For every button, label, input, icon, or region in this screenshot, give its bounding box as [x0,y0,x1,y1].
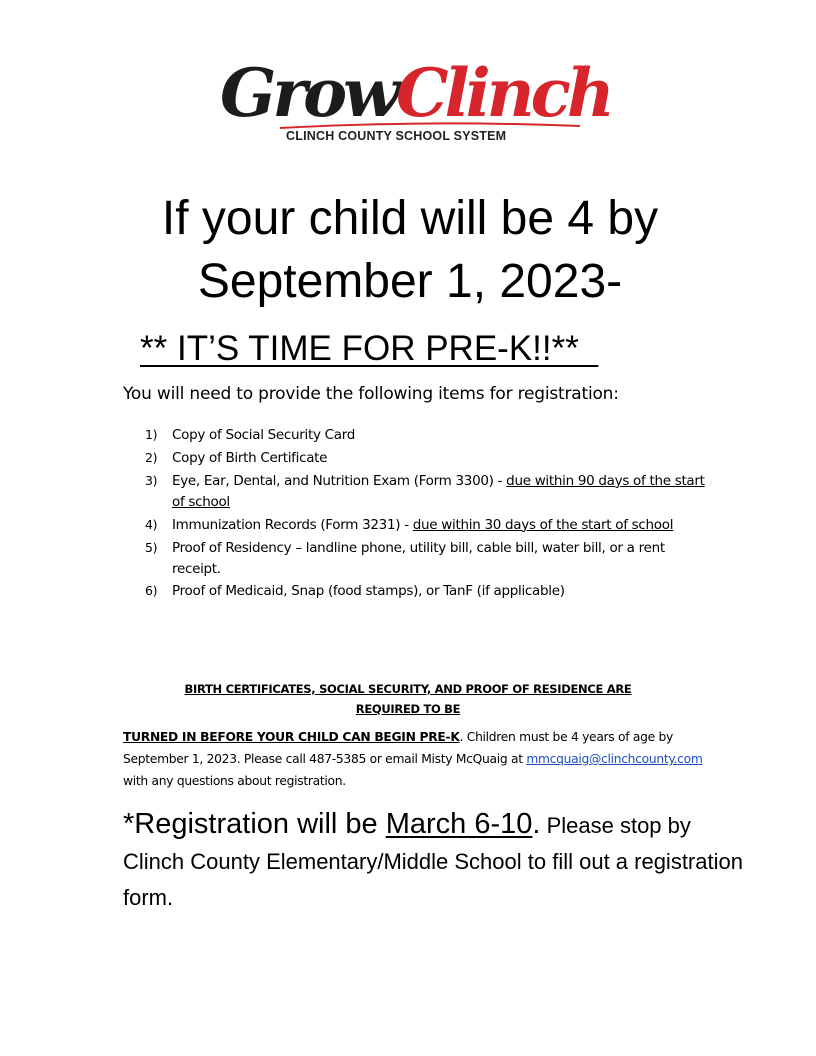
list-item [145,448,705,469]
item-text: Eye, Ear, Dental, and Nutrition Exam (Form 3300) - [172,472,507,489]
logo-wordmark [220,54,611,132]
registration-period: . [532,808,541,840]
notice-paragraph [123,726,703,792]
item-text: Copy of Social Security Card [172,427,356,443]
notice-line-1: BIRTH CERTIFICATES, SOCIAL SECURITY, AND PROOF OF RESIDENCE ARE [184,682,632,696]
list-item [145,581,705,602]
logo-word-clinch: Clinch [395,54,611,132]
logo-word-grow: Grow [220,54,396,132]
item-number: 4) [145,516,158,532]
item-text: Proof of Residency – landline phone, utility bill, cable bill, water bill, or a rent receipt. [172,539,665,577]
item-text: Proof of Medicaid, Snap (food stamps), or TanF (if applicable) [172,583,565,600]
item-deadline: due within 30 days of the start of school [412,516,674,533]
list-item [145,515,705,536]
item-number: 3) [145,472,158,488]
logo-subtitle: CLINCH COUNTY SCHOOL SYSTEM [286,129,507,143]
notice-body: . Children must be 4 years of age by September 1, 2023. Please call 487-5385 or email Misty McQuaig at [123,730,673,766]
intro-text: You will need to provide the following items for registration: [123,384,619,404]
item-number: 1) [145,427,158,442]
email-link[interactable]: mmcquaig@clinchcounty.com [526,752,703,766]
registration-info [123,808,743,917]
registration-prefix: *Registration will be [123,808,386,840]
headline-line-1: If your child will be 4 by [161,192,659,245]
item-number: 2) [145,449,158,465]
list-item [145,425,705,446]
item-text: Immunization Records (Form 3231) - [172,516,413,533]
notice-tail: with any questions about registration. [123,774,346,788]
requirements-list [145,425,705,604]
grow-clinch-logo [220,54,611,150]
headline-line-2: September 1, 2023- [197,255,623,308]
notice-lead: TURNED IN BEFORE YOUR CHILD CAN BEGIN PRE-K [123,730,460,744]
pre-k-banner: ** IT’S TIME FOR PRE-K!!** [140,329,599,368]
registration-details: Please stop by Clinch County Elementary/Middle School to fill out a registration form. [123,813,743,910]
item-text: Copy of Birth Certificate [172,449,328,466]
item-deadline: due within 90 days of the start of school [172,472,705,510]
registration-dates: March 6-10 [385,808,533,840]
item-number: 6) [145,583,158,599]
list-item [145,471,705,513]
notice-line-2: REQUIRED TO BE [355,702,461,716]
list-item [145,538,705,580]
item-number: 5) [145,539,158,555]
